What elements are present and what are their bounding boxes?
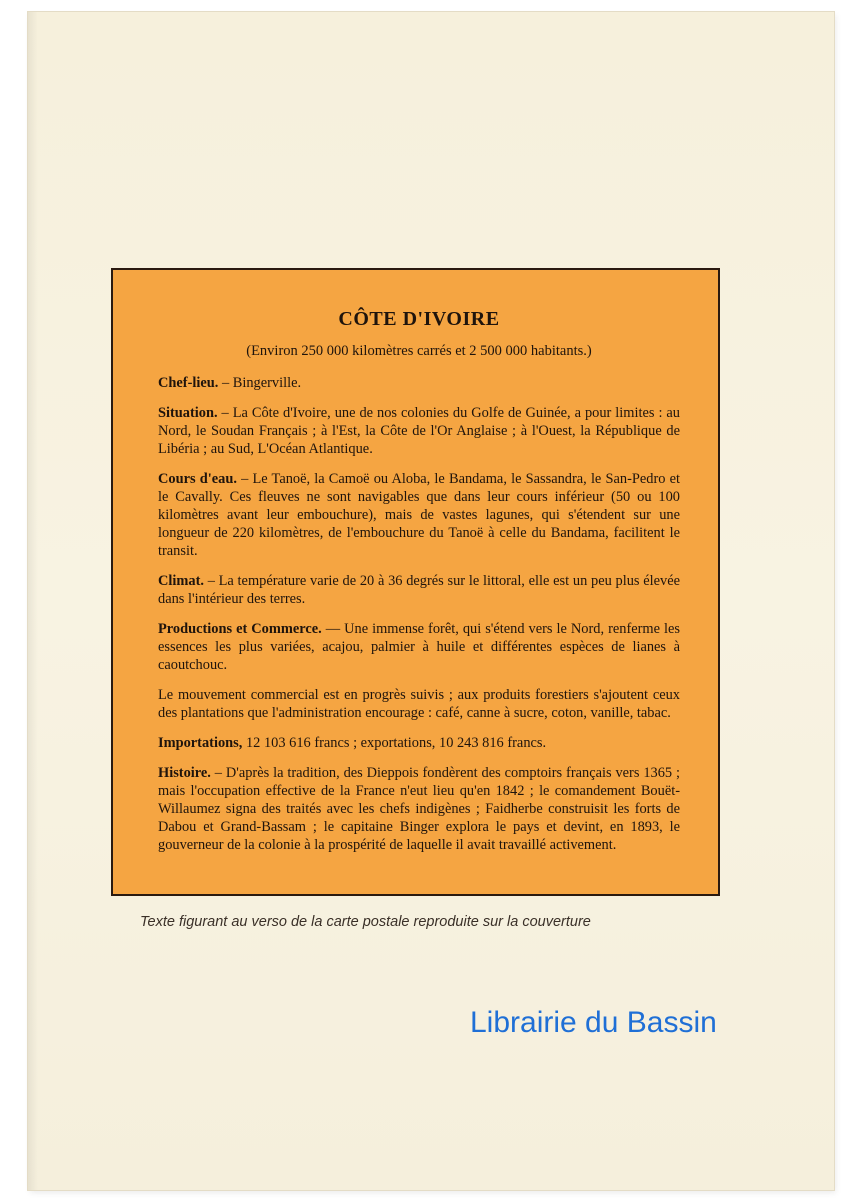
section-heading: Climat.	[158, 573, 204, 589]
panel-subtitle: (Environ 250 000 kilomètres carrés et 2 500 000 habitants.)	[246, 343, 592, 359]
section-text: – La Côte d'Ivoire, une de nos colonies du Golfe de Guinée, a pour limites : au Nord, le Soudan Français ; à l'Est, la Côte de l'Or Anglaise ; à l'Ouest, la République de Libéria ; au Sud, L'Océan Atlantique.	[158, 405, 680, 457]
section-chef-lieu	[158, 374, 680, 392]
section-text: – La température varie de 20 à 36 degrés sur le littoral, elle est un peu plus élevée dans l'intérieur des terres.	[158, 573, 680, 607]
section-heading: Productions et Commerce.	[158, 621, 322, 637]
section-productions	[158, 620, 680, 674]
section-heading: Importations,	[158, 735, 243, 751]
section-climat	[158, 572, 680, 608]
section-heading: Histoire.	[158, 765, 211, 781]
section-text: 12 103 616 francs ; exportations, 10 243 816 francs.	[242, 735, 547, 751]
section-text: – D'après la tradition, des Dieppois fondèrent des comptoirs français vers 1365 ; mais l'occupation effective de la France n'eut lieu qu'en 1842 ; le comandement Bouët-Willaumez signa des traités avec les chefs indigènes ; Faidherbe construisit les forts de Dabou et Grand-Bassam ; le capitaine Binger explora le pays et devint, en 1893, le gouverneur de la colonie à la prospérité de laquelle il avait travaillé activement.	[158, 765, 680, 853]
section-cours-deau	[158, 470, 680, 560]
section-text: Le mouvement commercial est en progrès suivis ; aux produits forestiers s'ajoutent ceux des plantations que l'administration encourage : café, canne à sucre, coton, vanille, tabac.	[158, 687, 680, 721]
section-situation	[158, 404, 680, 458]
figure-caption: Texte figurant au verso de la carte postale reproduite sur la couverture	[140, 914, 591, 930]
panel-title: CÔTE D'IVOIRE	[338, 308, 500, 330]
section-text: – Le Tanoë, la Camoë ou Aloba, le Bandama, le Sassandra, le San-Pedro et le Cavally. Ces fleuves ne sont navigables que dans leur cours inférieur (50 ou 100 kilomètres avant leur embouchure), mais de vastes lagunes, qui s'étendent sur une longueur de 220 kilomètres, de l'embouchure du Tanoë à celle du Bandama, facilitent le transit.	[158, 471, 680, 559]
seller-watermark: Librairie du Bassin	[470, 1006, 717, 1039]
section-heading: Cours d'eau.	[158, 471, 237, 487]
text-panel	[111, 268, 720, 896]
section-importations	[158, 734, 680, 752]
cover-spine-shadow	[28, 12, 38, 1190]
section-text: – Bingerville.	[218, 375, 302, 391]
section-text: — Une immense forêt, qui s'étend vers le Nord, renferme les essences les plus variées, acajou, palmier à huile et différentes espèces de lianes à caoutchouc.	[158, 621, 680, 673]
section-heading: Chef-lieu.	[158, 375, 219, 391]
section-heading: Situation.	[158, 405, 218, 421]
section-histoire	[158, 764, 680, 854]
section-mouvement-commercial	[158, 686, 680, 722]
